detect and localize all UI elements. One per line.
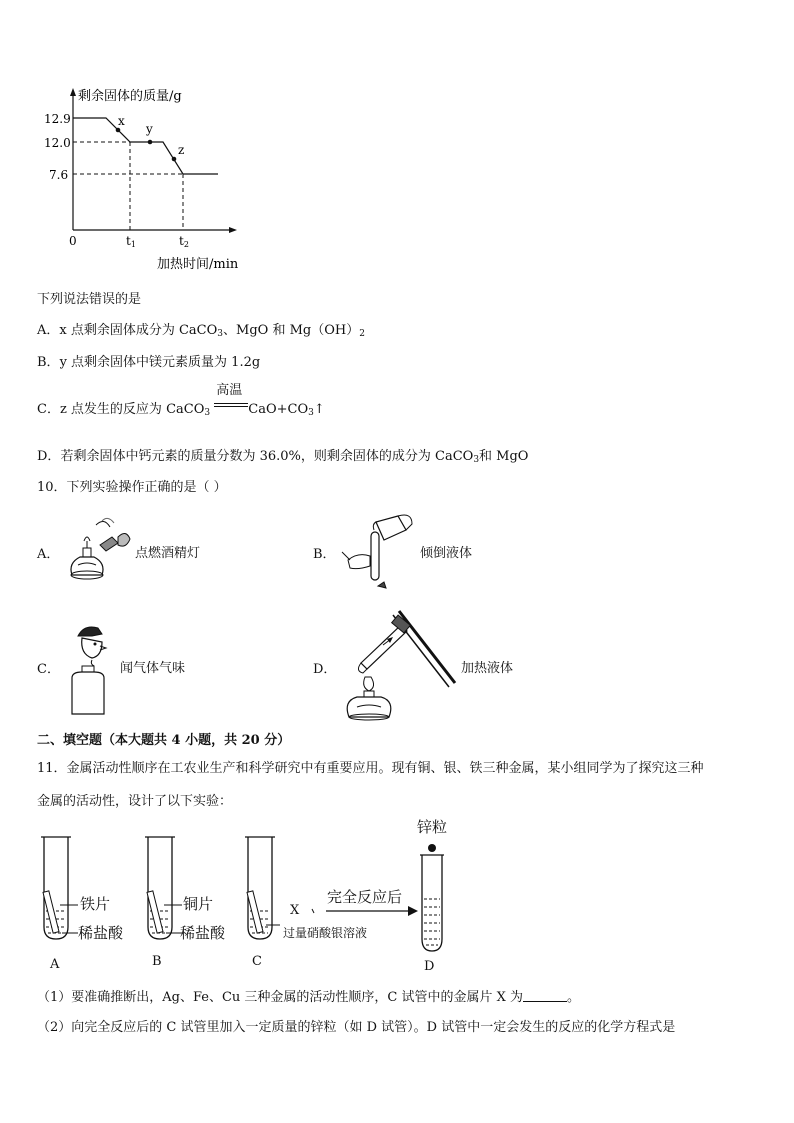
tube-c	[245, 837, 314, 939]
ytick-12.0: 12.0	[44, 136, 71, 150]
tube-b	[145, 837, 182, 939]
label-y: y	[146, 122, 153, 136]
label-z: z	[178, 143, 185, 157]
tube-a-acid: 稀盐酸	[78, 924, 124, 942]
q11-line-1: 11．金属活动性顺序在工农业生产和科学研究中有重要应用。现有铜、银、铁三种金属，某小组同学为了探究这三种	[37, 761, 704, 776]
section-2-title: 二、填空题（本大题共 4 小题，共 20 分）	[37, 733, 291, 748]
tube-c-solution: 过量硝酸银溶液	[283, 926, 368, 940]
mass-time-graph	[30, 82, 270, 277]
double-bar-2	[214, 406, 248, 407]
pouring-liquid-illustration	[338, 512, 418, 592]
q10-d-text: 加热液体	[461, 661, 514, 676]
q10-c-text: 闻气体气味	[120, 661, 186, 676]
tube-c-label: C	[252, 954, 262, 969]
q10-a-text: 点燃酒精灯	[135, 546, 201, 561]
point-z	[172, 157, 177, 162]
reaction-arrowhead	[408, 906, 418, 916]
ytick-7.6: 7.6	[49, 168, 69, 182]
tube-b-metal: 铜片	[183, 895, 214, 913]
point-y	[148, 140, 153, 145]
q10-d-label: D．	[313, 662, 337, 677]
smelling-gas-illustration	[62, 620, 122, 718]
ytick-12.9: 12.9	[44, 112, 71, 126]
point-x	[116, 128, 121, 133]
q9-option-c: C．z 点发生的反应为 CaCO$_3$ 高温 $CaO+CO_3↑$	[37, 383, 325, 418]
tube-a-label: A	[50, 957, 60, 972]
tube-d-label: D	[424, 959, 435, 974]
q9-option-b: B．y 点剩余固体中镁元素质量为 1.2g	[37, 355, 261, 370]
reaction-arrow-label: 完全反应后	[327, 888, 403, 906]
reaction-condition: 高温	[214, 401, 248, 413]
q10-b-label: B．	[313, 547, 336, 562]
double-bar	[214, 403, 248, 404]
xtick-t2: t2	[179, 234, 189, 249]
x-axis-arrow	[229, 227, 237, 233]
y-axis-arrow	[70, 88, 76, 96]
q9-option-a: A．x 点剩余固体成分为 CaCO$_3$、MgO 和 $Mg(OH)_2$	[37, 323, 365, 339]
graph-ylabel: 剩余固体的质量/g	[78, 89, 182, 104]
graph-xlabel: 加热时间/min	[157, 257, 239, 272]
tube-d	[420, 844, 444, 951]
zinc-granule	[428, 844, 436, 852]
q10-a-label: A．	[37, 547, 60, 562]
alcohol-lamp-lighting-illustration	[60, 515, 138, 587]
tube-a-metal: 铁片	[80, 895, 111, 913]
q10-b-text: 倾倒液体	[420, 546, 473, 561]
q9-prompt: 下列说法错误的是	[37, 292, 142, 307]
q10-prompt: 10．下列实验操作正确的是（ ）	[37, 480, 227, 495]
q11-line-2: 金属的活动性，设计了以下实验：	[37, 794, 233, 809]
tube-a	[41, 837, 78, 939]
tube-b-label: B	[152, 954, 162, 969]
heating-liquid-illustration	[335, 605, 457, 721]
label-x: x	[118, 114, 125, 128]
q11-sub-1: （1）要准确推断出，Ag、Fe、Cu 三种金属的活动性顺序，C 试管中的金属片 X 为 。	[37, 990, 581, 1005]
q9-option-d: D．若剩余固体中钙元素的质量分数为 36.0%，则剩余固体的成分为 CaCO$_3$和 MgO	[37, 449, 529, 465]
tube-d-top-label: 锌粒	[417, 818, 448, 836]
xtick-t1: t1	[126, 234, 136, 249]
q11-sub-2: （2）向完全反应后的 C 试管里加入一定质量的锌粒（如 D 试管）。D 试管中一定会发生的反应的化学方程式是	[37, 1020, 676, 1035]
tube-c-metal: X	[290, 903, 300, 918]
tube-b-acid: 稀盐酸	[180, 924, 226, 942]
q10-c-label: C．	[37, 662, 60, 677]
answer-blank-x[interactable]	[523, 990, 567, 1002]
graph-origin: 0	[69, 234, 77, 248]
